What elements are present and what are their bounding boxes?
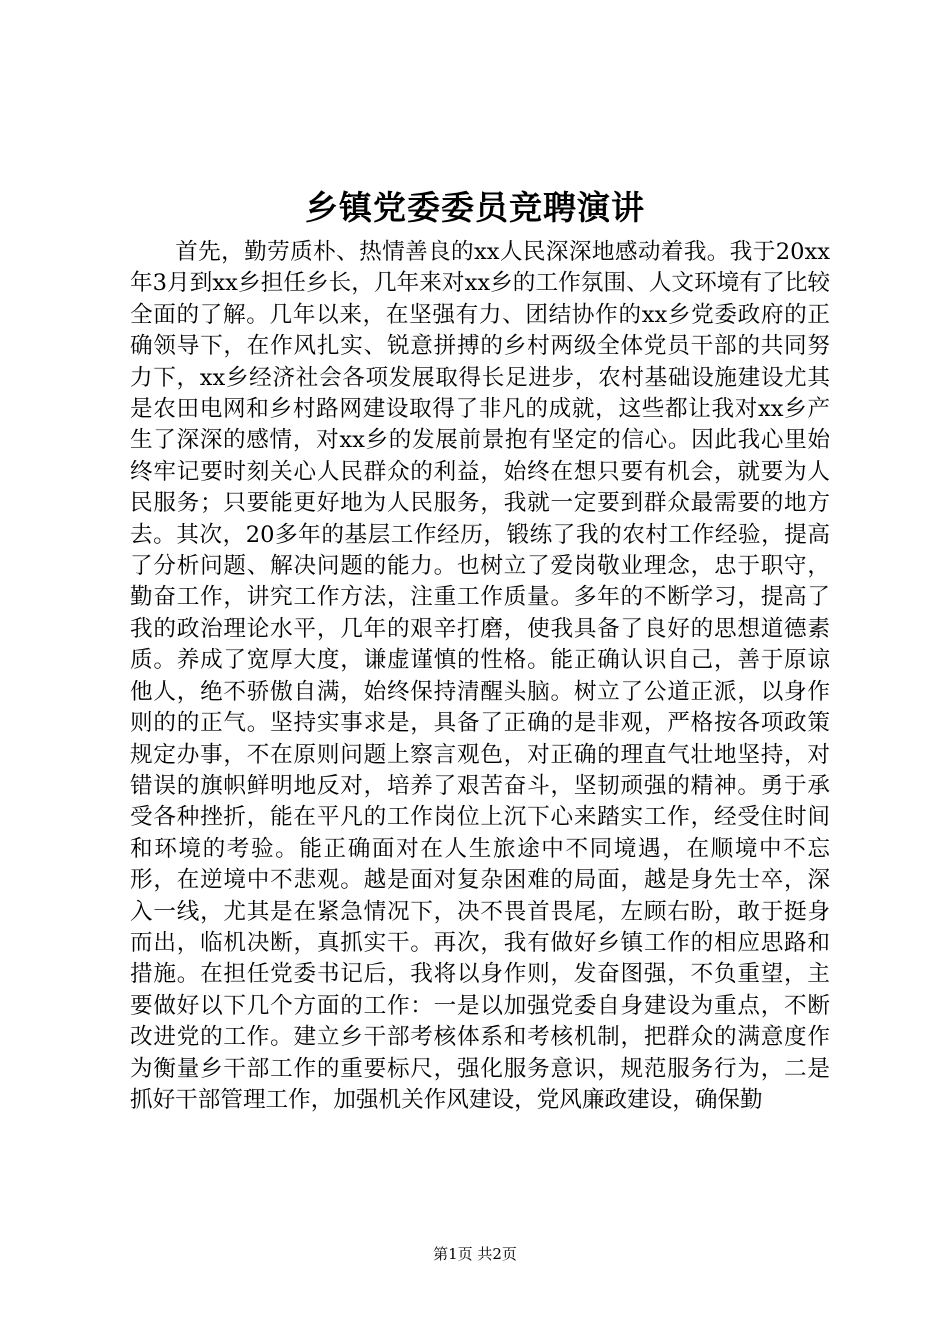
page-footer: 第1页 共2页	[433, 1245, 517, 1263]
body-paragraph: 首先，勤劳质朴、热情善良的xx人民深深地感动着我。我于20xx年3月到xx乡担任乡长，几年来对xx乡的工作氛围、人文环境有了比较全面的了解。几年以来，在坚强有力、团结协作的xx乡党委政府的正确领导下，在作风扎实、锐意拼搏的乡村两级全体党员干部的共同努力下，xx乡经济社会各项发展取得长足进步，农村基础设施建设尤其是农田电网和乡村路网建设取得了非凡的成就，这些都让我对xx乡产生了深深的感情，对xx乡的发展前景抱有坚定的信心。因此我心里始终牢记要时刻关心人民群众的利益，始终在想只要有机会，就要为人民服务；只要能更好地为人民服务，我就一定要到群众最需要的地方去。其次，20多年的基层工作经历，锻练了我的农村工作经验，提高了分析问题、解决问题的能力。也树立了爱岗敬业理念，忠于职守，勤奋工作，讲究工作方法，注重工作质量。多年的不断学习，提高了我的政治理论水平，几年的艰辛打磨，使我具备了良好的思想道德素质。养成了宽厚大度，谦虚谨慎的性格。能正确认识自己，善于原谅他人，绝不骄傲自满，始终保持清醒头脑。树立了公道正派，以身作则的的正气。坚持实事求是，具备了正确的是非观，严格按各项政策规定办事，不在原则问题上察言观色，对正确的理直气壮地坚持，对错误的旗帜鲜明地反对，培养了艰苦奋斗，坚韧顽强的精神。勇于承受各种挫折，能在平凡的工作岗位上沉下心来踏实工作，经受住时间和环境的考验。能正确面对在人生旅途中不同境遇，在顺境中不忘形，在逆境中不悲观。越是面对复杂困难的局面，越是身先士卒，深入一线，尤其是在紧急情况下，决不畏首畏尾，左顾右盼，敢于挺身而出，临机决断，真抓实干。再次，我有做好乡镇工作的相应思路和措施。在担任党委书记后，我将以身作则，发奋图强，不负重望，主要做好以下几个方面的工作：一是以加强党委自身建设为重点，不断改进党的工作。建立乡干部考核体系和考核机制，把群众的满意度作为衡量乡干部工作的重要标尺，强化服务意识，规范服务行为，二是抓好干部管理工作，加强机关作风建设，党风廉政建设，确保勤	[130, 239, 830, 1113]
document-title: 乡镇党委委员竞聘演讲	[305, 188, 645, 227]
